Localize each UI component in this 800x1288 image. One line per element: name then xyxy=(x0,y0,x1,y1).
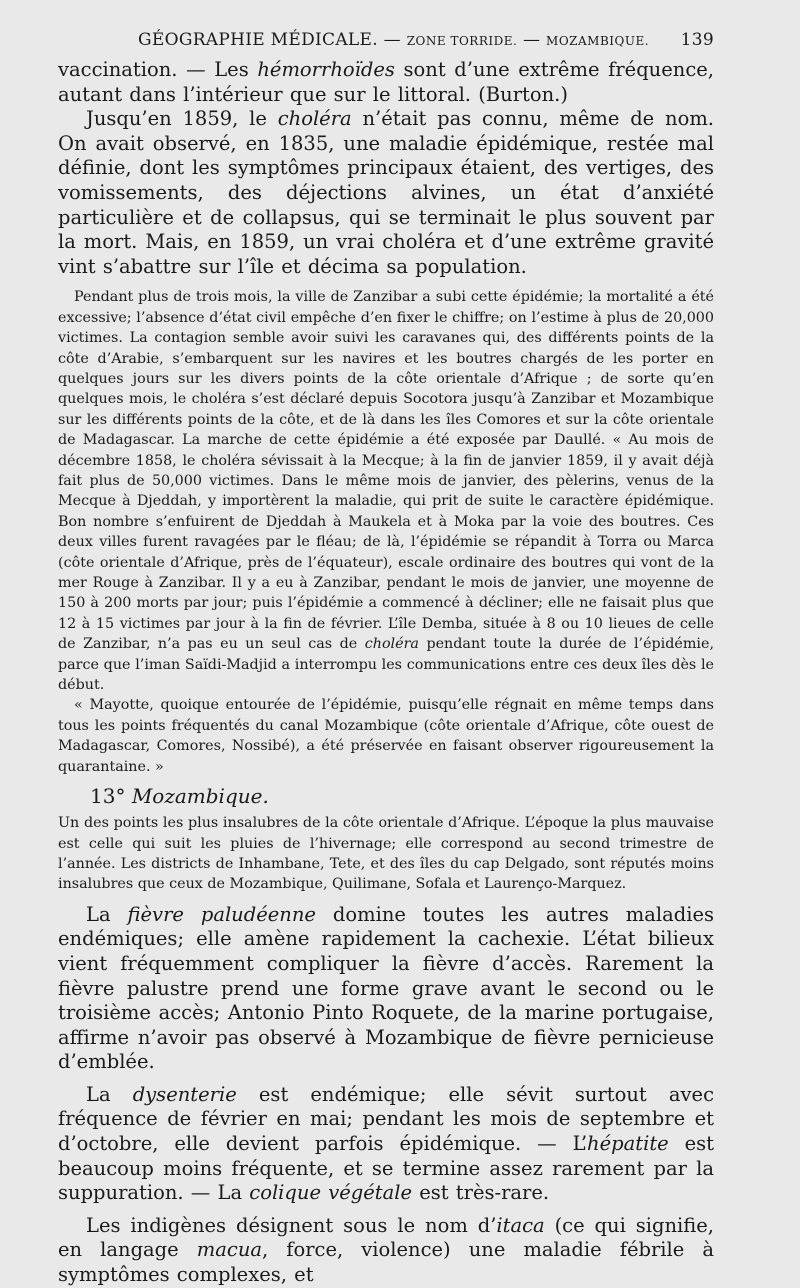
italic-term: dysenterie xyxy=(132,1082,237,1106)
section-title: Mozambique. xyxy=(131,784,269,809)
text-run: Les indigènes désignent sous le nom d’ xyxy=(86,1213,497,1237)
text-run: est très-rare. xyxy=(412,1181,550,1205)
paragraph-itaca xyxy=(58,1214,714,1288)
paragraph-hemorrhoides xyxy=(58,58,714,107)
text-run: (ce qui signifie, en langage xyxy=(58,1213,714,1262)
spacer xyxy=(58,279,714,287)
text-run: domine toutes les autres maladies endémiques; elle amène rapidement la cachexie. L’état bilieux vient fréquemment compliquer la fièvre d’accès. Rarement la fièvre palustre prend une forme grave avant le second ou le troisième accès; Antonio Pinto Roquete, de la marine portugaise, affirme n’avoir pas observé à Mozambique de fièvre pernicieuse d’emblée. xyxy=(58,902,715,1074)
header-dash: — xyxy=(383,30,401,50)
header-place: MOZAMBIQUE. xyxy=(546,34,650,48)
section-heading xyxy=(90,783,714,809)
italic-term: fièvre paludéenne xyxy=(127,902,316,926)
page-number: 139 xyxy=(680,30,714,50)
text-run: est beaucoup moins fréquente, et se termine assez rarement par la suppuration. — La xyxy=(58,1132,714,1205)
header-title-line xyxy=(138,30,649,50)
text-run: pendant toute la durée de l’épidémie, parce que l’iman Saïdi-Madjid a interrompu les communications entre ces deux îles dès le début. xyxy=(58,636,714,694)
italic-term: itaca xyxy=(496,1213,545,1237)
text-run: sont d’une extrême fréquence, autant dans l’intérieur que sur le littoral. (Burton.) xyxy=(58,58,714,106)
paragraph-fievre xyxy=(58,903,714,1075)
paragraph-dysenterie xyxy=(58,1083,714,1206)
paragraph-mozambique-intro: Un des points les plus insalubres de la côte orientale d’Afrique. L’époque la plus mauvaise est celle qui suit les pluies de l’hivernage; elle correspond au second trimestre de l’année. Les districts de Inhambane, Tete, et des îles du cap Delgado, sont réputés moins insalubres que ceux de Mozambique, Quilimane, Sofala et Laurenço-Marquez. xyxy=(58,815,714,893)
running-header xyxy=(58,30,714,50)
spacer xyxy=(58,895,714,903)
italic-term: macua xyxy=(196,1238,263,1262)
italic-term: choléra xyxy=(277,107,352,131)
paragraph-mayotte-quote: « Mayotte, quoique entourée de l’épidémie, puisqu’elle régnait en même temps dans tous les points fréquentés du canal Mozambique (côte orientale d’Afrique, côte ouest de Madagascar, Comores, Nossibé), a été préservée en faisant observer rigoureusement la quarantaine. » xyxy=(58,697,714,775)
spacer xyxy=(58,1206,714,1214)
text-run: La xyxy=(86,1082,133,1106)
paragraph-epidemic-details xyxy=(58,287,714,695)
text-run: n’était pas connu, même de nom. On avait observé, en 1835, une maladie épidémique, restée mal définie, dont les symptômes principaux étaient, des vertiges, des vomissements, des déjections alvines, un état d’anxiété particulière et de collapsus, qui se terminait le plus souvent par la mort. Mais, en 1859, un vrai choléra et d’une extrême gravité vint s’abattre sur l’île et décima sa population. xyxy=(58,107,715,278)
header-zone: ZONE TORRIDE. xyxy=(406,34,518,48)
italic-term: colique végétale xyxy=(249,1181,413,1205)
text-run: Pendant plus de trois mois, la ville de Zanzibar a subi cette épidémie; la mortalité a été excessive; l’absence d’état civil empêche d’en fixer le chiffre; on l’estime à plus de 20,000 victimes. La contagion semble avoir suivi les caravanes qui, des différents points de la côte d’Arabie, s’embarquent sur les navires et les boutres chargés de les porter en quelques jours sur les divers points de la côte orientale d’Afrique ; de sorte qu’en quelques mois, le choléra s’est déclaré depuis Socotora jusqu’à Zanzibar et Mozambique sur les différents points de la côte, et de là dans les îles Comores et sur la côte orientale de Madagascar. La marche de cette épidémie a été exposée par Daullé. « Au mois de décembre 1858, le choléra sévissait à la Mecque; à la fin de janvier 1859, il y avait déjà fait plus de 50,000 victimes. Dans le même mois de janvier, des pèlerins, venus de la Mecque à Djeddah, y importèrent la maladie, qui prit de suite le caractère épidémique. Bon nombre s’enfuirent de Djeddah à Maukela et à Moka par la voie des boutres. Ces deux villes furent ravagées par le fléau; de là, l’épidémie se répandit à Torra ou Marca (côte orientale d’Afrique, près de l’équateur), escale ordinaire des boutres qui vont de la mer Rouge à Zanzibar. Il y a eu à Zanzibar, pendant le mois de janvier, une moyenne de 150 à 200 morts par jour; puis l’épidémie a commencé à décliner; elle ne faisait plus que 12 à 15 victimes par jour à la fin de février. L’île Demba, située à 8 ou 10 lieues de celle de Zanzibar, n’a pas eu un seul cas de xyxy=(58,289,714,653)
section-number: 13° xyxy=(90,784,126,809)
paragraph-cholera xyxy=(58,107,714,279)
text-run: , force, violence) une maladie fébrile à symptômes complexes, et xyxy=(58,1238,714,1287)
italic-term: hépatite xyxy=(587,1132,669,1156)
text-run: La xyxy=(86,902,128,926)
text-run: est endémique; elle sévit surtout avec fréquence de février en mai; pendant les mois de septembre et d’octobre, elle devient parfois épidémique. — L’ xyxy=(58,1082,714,1156)
spacer xyxy=(58,1075,714,1083)
italic-term: choléra xyxy=(364,636,419,653)
book-page xyxy=(58,30,714,1288)
text-run: Jusqu’en 1859, le xyxy=(86,107,278,131)
text-run: vaccination. — Les xyxy=(58,58,258,81)
header-dash: — xyxy=(523,30,541,50)
italic-term: hémorrhoïdes xyxy=(257,58,395,81)
header-title: GÉOGRAPHIE MÉDICALE. xyxy=(138,30,378,50)
